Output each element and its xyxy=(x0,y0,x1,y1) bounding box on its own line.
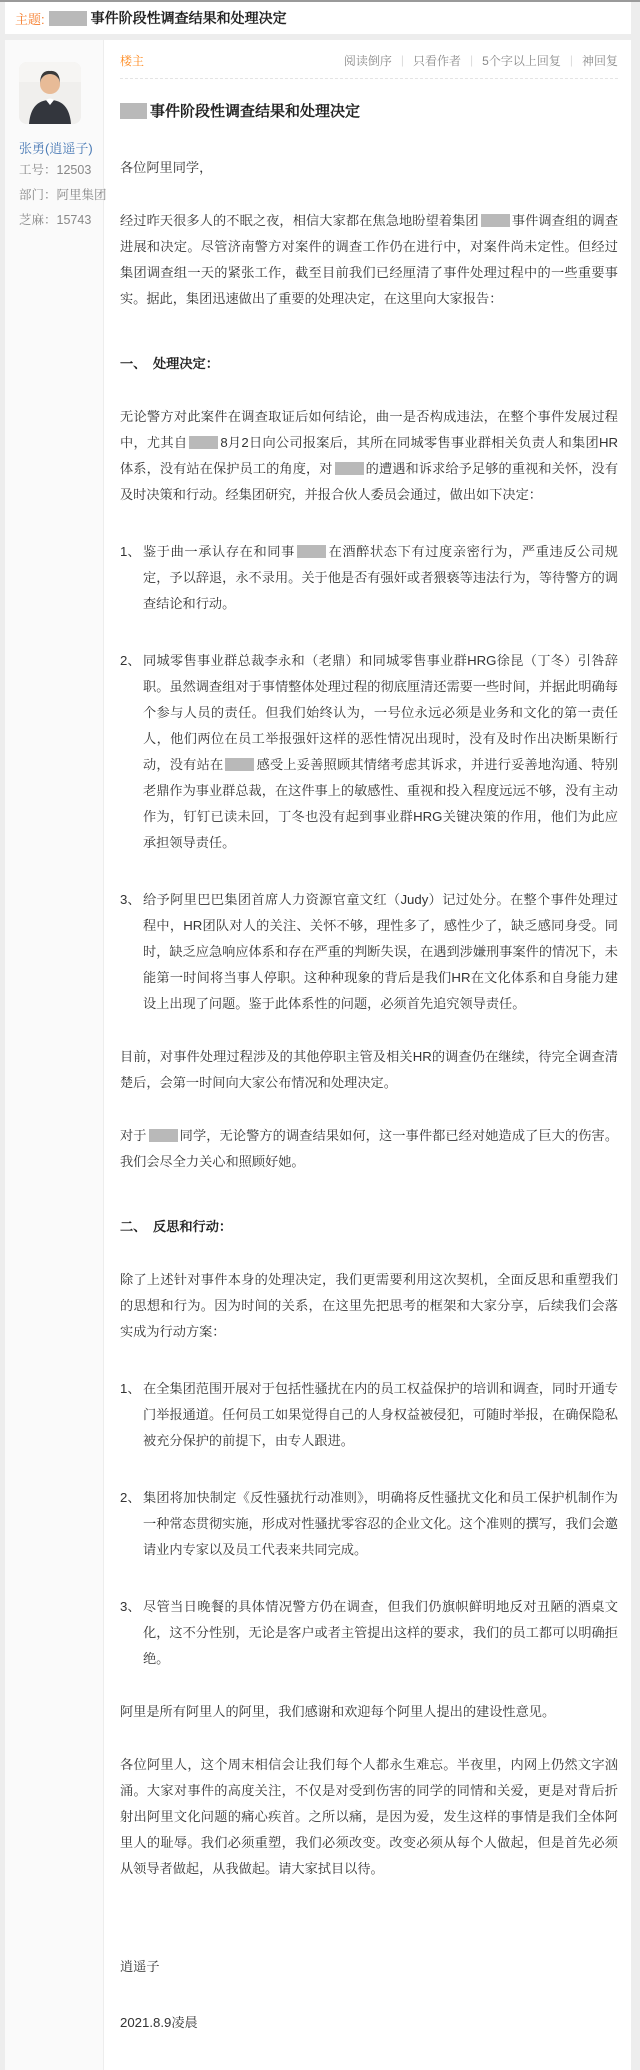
link-five-char-replies[interactable]: 5个字以上回复 xyxy=(482,53,561,68)
author-meta-department xyxy=(19,183,107,208)
list-number: 2、 xyxy=(120,1490,141,1505)
list-item: 2、 集团将加快制定《反性骚扰行动准则》，明确将反性骚扰文化和员工保护机制作为一种常态贯彻实施，形成对性骚扰零容忍的企业文化。这个准则的撰写，我们会邀请业内专家以及员工代表来共同完成。 xyxy=(120,1485,618,1563)
redaction-box xyxy=(335,462,364,475)
paragraph: 目前，对事件处理过程涉及的其他停职主管及相关HR的调查仍在继续，待完全调查清楚后，会第一时间向大家公布情况和处理决定。 xyxy=(120,1049,618,1090)
author-meta-employee-id xyxy=(19,158,103,183)
toolbar-separator: | xyxy=(470,53,474,67)
paragraph: 对于 同学，无论警方的调查结果如何，这一事件都已经对她造成了巨大的伤害。我们会尽全力关心和照顾好她。 xyxy=(120,1128,619,1169)
toolbar-separator: | xyxy=(400,53,405,67)
list-item: 3、 尽管当日晚餐的具体情况警方仍在调查，但我们仍旗帜鲜明地反对丑陋的酒桌文化，这不分性别，无论是客户或者主管提出这样的要求，我们的员工都可以明确拒绝。 xyxy=(120,1594,618,1672)
redaction-box xyxy=(189,436,218,449)
link-read-reverse[interactable]: 阅读倒序 xyxy=(343,53,392,68)
redaction-box xyxy=(297,545,326,558)
post-content xyxy=(104,40,631,2070)
meta-value: 12503 xyxy=(56,163,92,177)
subject-bar xyxy=(5,2,631,34)
link-best-replies[interactable]: 神回复 xyxy=(581,53,618,68)
paragraph: 经过昨天很多人的不眠之夜，相信大家都在焦急地盼望着集团 事件调查组的调查进展和决定。尽管济南警方对案件的调查工作仍在进行中，对案件尚未定性。但经过集团调查组一天的紧张工作，截至目前我们已经厘清了事件处理过程中的一些重要事实。据此，集团迅速做出了重要的处理决定，在这里向大家报告： xyxy=(120,213,619,306)
paragraph: 各位阿里同学， xyxy=(120,160,213,175)
toolbar-separator: | xyxy=(569,53,573,67)
meta-label: 芝麻： xyxy=(19,213,57,227)
meta-value: 15743 xyxy=(56,213,92,227)
list-number: 1、 xyxy=(120,1381,141,1396)
list-number: 3、 xyxy=(120,1599,141,1614)
section-heading: 二、 反思和行动： xyxy=(120,1219,233,1234)
list-number: 2、 xyxy=(120,653,141,668)
list-item: 3、 给予阿里巴巴集团首席人力资源官童文红（Judy）记过处分。在整个事件处理过程中，HR团队对人的关注、关怀不够，理性多了，感性少了，缺乏感同身受。同时，缺乏应急响应体系和存在严重的判断失误，在遇到涉嫌刑事案件的情况下，未能第一时间将当事人停职。这种种现象的背后是我们HR在文化体系和自身能力建设上出现了问题。鉴于此体系性的问题，必须首先追究领导责任。 xyxy=(120,887,618,1017)
avatar-image xyxy=(19,62,81,124)
redaction-box xyxy=(120,103,147,119)
paragraph: 除了上述针对事件本身的处理决定，我们更需要利用这次契机，全面反思和重塑我们的思想和行为。因为时间的关系，在这里先把思考的框架和大家分享，后续我们会落实成为行动方案： xyxy=(120,1272,618,1339)
subject-label: 主题: xyxy=(15,11,45,27)
post-header xyxy=(120,49,618,71)
author-meta-sesame xyxy=(19,208,103,233)
post-body xyxy=(120,155,618,2036)
list-number: 1、 xyxy=(120,544,141,559)
meta-value: 阿里集团 xyxy=(56,188,107,202)
post-title xyxy=(120,100,618,121)
post-toolbar xyxy=(344,52,618,69)
list-item: 2、 同城零售事业群总裁李永和（老鼎）和同城零售事业群HRG徐昆（丁冬）引咎辞职。虽然调查组对于事情整体处理过程的彻底厘清还需要一些时间，并据此明确每个参与人员的责任。但我们始终认为，一号位永远必须是业务和文化的第一责任人，他们两位在员工举报强奸这样的恶性情况出现时，没有及时作出决断果断行动，没有站在 感受上妥善照顾其情绪考虑其诉求，并进行妥善地沟通、特别老鼎作为事业群总裁，在这件事上的敏感性、重视和投入程度远远不够，没有主动作为，钉钉已读未回，丁冬也没有起到事业群HRG关键决策的作用，他们为此应承担领导责任。 xyxy=(120,648,618,856)
author-name[interactable]: 张勇(逍遥子) xyxy=(19,141,93,156)
meta-label: 部门： xyxy=(19,188,57,202)
avatar[interactable] xyxy=(19,62,81,124)
paragraph: 阿里是所有阿里人的阿里，我们感谢和欢迎每个阿里人提出的建设性意见。 xyxy=(120,1704,556,1719)
thread-panel xyxy=(5,40,631,2070)
signature-line: 2021.8.9凌晨 xyxy=(120,2015,198,2030)
list-number: 3、 xyxy=(120,892,141,907)
redaction-box xyxy=(49,11,87,26)
paragraph: 各位阿里人，这个周末相信会让我们每个人都永生难忘。半夜里，内网上仍然文字汹涌。大家对事件的高度关注，不仅是对受到伤害的同学的同情和关爱，更是对背后折射出阿里文化问题的痛心疾首。之所以痛，是因为爱，发生这样的事情是我们全体阿里人的耻辱。我们必须重塑，我们必须改变。改变必须从每个人做起，但是首先必须从领导者做起，从我做起。请大家拭目以待。 xyxy=(120,1757,618,1876)
section-heading: 一、 处理决定： xyxy=(120,356,219,371)
floor-tag: 楼主 xyxy=(120,53,145,68)
subject-title: 事件阶段性调查结果和处理决定 xyxy=(90,10,287,26)
redaction-box xyxy=(481,214,510,227)
redaction-box xyxy=(149,1129,178,1142)
signature-line: 逍遥子 xyxy=(120,1959,160,1974)
header-divider xyxy=(120,78,618,79)
author-sidebar xyxy=(5,40,107,2070)
paragraph: 无论警方对此案件在调查取证后如何结论，曲一是否构成违法，在整个事件发展过程中，尤其自 8月2日向公司报案后，其所在同城零售事业群相关负责人和集团HR体系，没有站在保护员工的角度，对 的遭遇和诉求给予足够的重视和关怀，没有及时决策和行动。经集团研究，并报合伙人委员会通过，做出如下决定： xyxy=(120,409,619,502)
meta-label: 工号： xyxy=(19,163,57,177)
post-title-text: 事件阶段性调查结果和处理决定 xyxy=(150,103,361,120)
redaction-box xyxy=(225,758,254,771)
link-author-only[interactable]: 只看作者 xyxy=(413,53,462,68)
list-item: 1、 鉴于曲一承认存在和同事 在酒醉状态下有过度亲密行为，严重违反公司规定，予以辞退，永不录用。关于他是否有强奸或者猥亵等违法行为，等待警方的调查结论和行动。 xyxy=(120,539,618,617)
page xyxy=(0,2,640,2070)
list-item: 1、 在全集团范围开展对于包括性骚扰在内的员工权益保护的培训和调查，同时开通专门举报通道。任何员工如果觉得自己的人身权益被侵犯，可随时举报，在确保隐私被充分保护的前提下，由专人跟进。 xyxy=(120,1376,618,1454)
